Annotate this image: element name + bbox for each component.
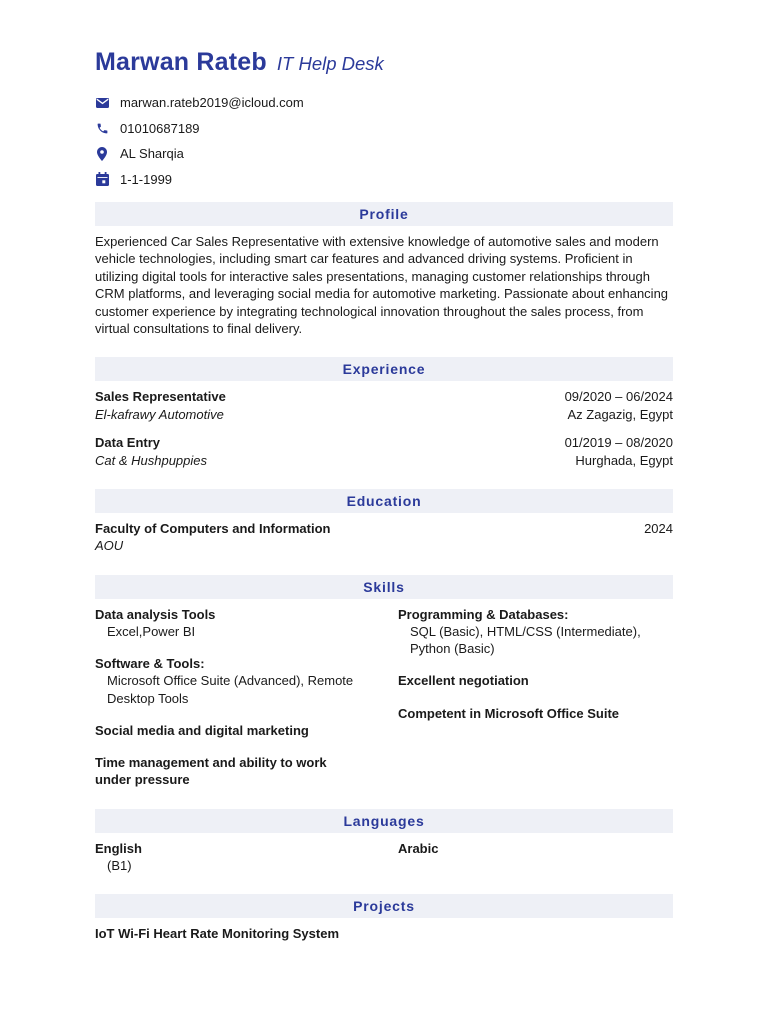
experience-company: Cat & Hushpuppies [95, 452, 208, 468]
experience-heading: Experience [95, 357, 673, 381]
language-name: Arabic [398, 840, 439, 856]
skill-detail: Excel,Power BI [107, 624, 196, 640]
language-item [95, 840, 398, 874]
skill-title: Time management and ability to work under pressure [95, 755, 327, 788]
calendar-icon [95, 172, 109, 186]
skill-title: Competent in Microsoft Office Suite [398, 705, 620, 721]
experience-title: Sales Representative [95, 389, 226, 405]
experience-entry [95, 388, 673, 423]
contact-phone[interactable] [95, 116, 673, 142]
resume-header [95, 48, 673, 84]
job-title: IT Help Desk [276, 53, 384, 74]
skill-item [398, 606, 673, 658]
education-degree: Faculty of Computers and Information [95, 521, 331, 537]
contact-birthdate [95, 167, 673, 193]
experience-location: Az Zagazig, Egypt [567, 406, 673, 422]
experience-location: Hurghada, Egypt [575, 452, 673, 468]
languages-grid [95, 840, 673, 874]
email-text: marwan.rateb2019@icloud.com [120, 95, 304, 111]
skills-grid [95, 606, 673, 789]
contact-location [95, 141, 673, 167]
education-school: AOU [95, 538, 124, 554]
language-level: (B1) [107, 857, 132, 873]
skill-item [398, 705, 673, 722]
skill-title: Social media and digital marketing [95, 722, 309, 738]
person-name: Marwan Rateb [95, 48, 267, 76]
skill-title: Excellent negotiation [398, 673, 529, 689]
skill-detail: Microsoft Office Suite (Advanced), Remote Desktop Tools [107, 673, 354, 706]
skill-item [398, 672, 673, 689]
skill-title: Data analysis Tools [95, 606, 216, 622]
location-text: AL Sharqia [120, 146, 184, 162]
birthdate-text: 1-1-1999 [120, 171, 173, 187]
envelope-icon [95, 96, 109, 110]
languages-heading: Languages [95, 809, 673, 833]
contact-email[interactable] [95, 90, 673, 116]
experience-entry [95, 434, 673, 469]
project-title: IoT Wi-Fi Heart Rate Monitoring System [95, 925, 340, 941]
language-item [398, 840, 673, 874]
location-pin-icon [95, 147, 109, 161]
skills-right-column [398, 606, 673, 789]
resume-content [95, 48, 673, 942]
skill-item [95, 754, 398, 788]
skills-left-column [95, 606, 398, 789]
contact-list [95, 90, 673, 192]
skill-detail: SQL (Basic), HTML/CSS (Intermediate), Python (Basic) [410, 624, 641, 657]
education-entry [95, 520, 673, 555]
experience-list [95, 388, 673, 469]
experience-dates: 01/2019 – 08/2020 [564, 435, 673, 451]
skills-heading: Skills [95, 575, 673, 599]
education-year: 2024 [644, 521, 673, 537]
experience-dates: 09/2020 – 06/2024 [564, 389, 673, 405]
phone-icon [95, 121, 109, 135]
phone-text: 01010687189 [120, 120, 200, 136]
education-heading: Education [95, 489, 673, 513]
project-item [95, 925, 673, 942]
projects-heading: Projects [95, 894, 673, 918]
skill-item [95, 655, 398, 707]
profile-text: Experienced Car Sales Representative with extensive knowledge of automotive sales and modern vehicle technologies, including smart car features and advanced driving systems. Proficient in utilizing digital tools for interactive sales presentations, managing customer relationships through CRM platforms, and leveraging social media for automotive marketing. Passionate about enhancing customer experience by integrating technological innovation throughout the sales process, from virtual consultations to final delivery. [95, 234, 669, 337]
profile-heading: Profile [95, 202, 673, 226]
education-list [95, 520, 673, 555]
experience-title: Data Entry [95, 435, 161, 451]
skill-title: Software & Tools: [95, 656, 205, 672]
skill-item [95, 722, 398, 739]
skill-item [95, 606, 398, 640]
experience-company: El-kafrawy Automotive [95, 406, 224, 422]
skill-title: Programming & Databases: [398, 606, 569, 622]
language-name: English [95, 840, 142, 856]
